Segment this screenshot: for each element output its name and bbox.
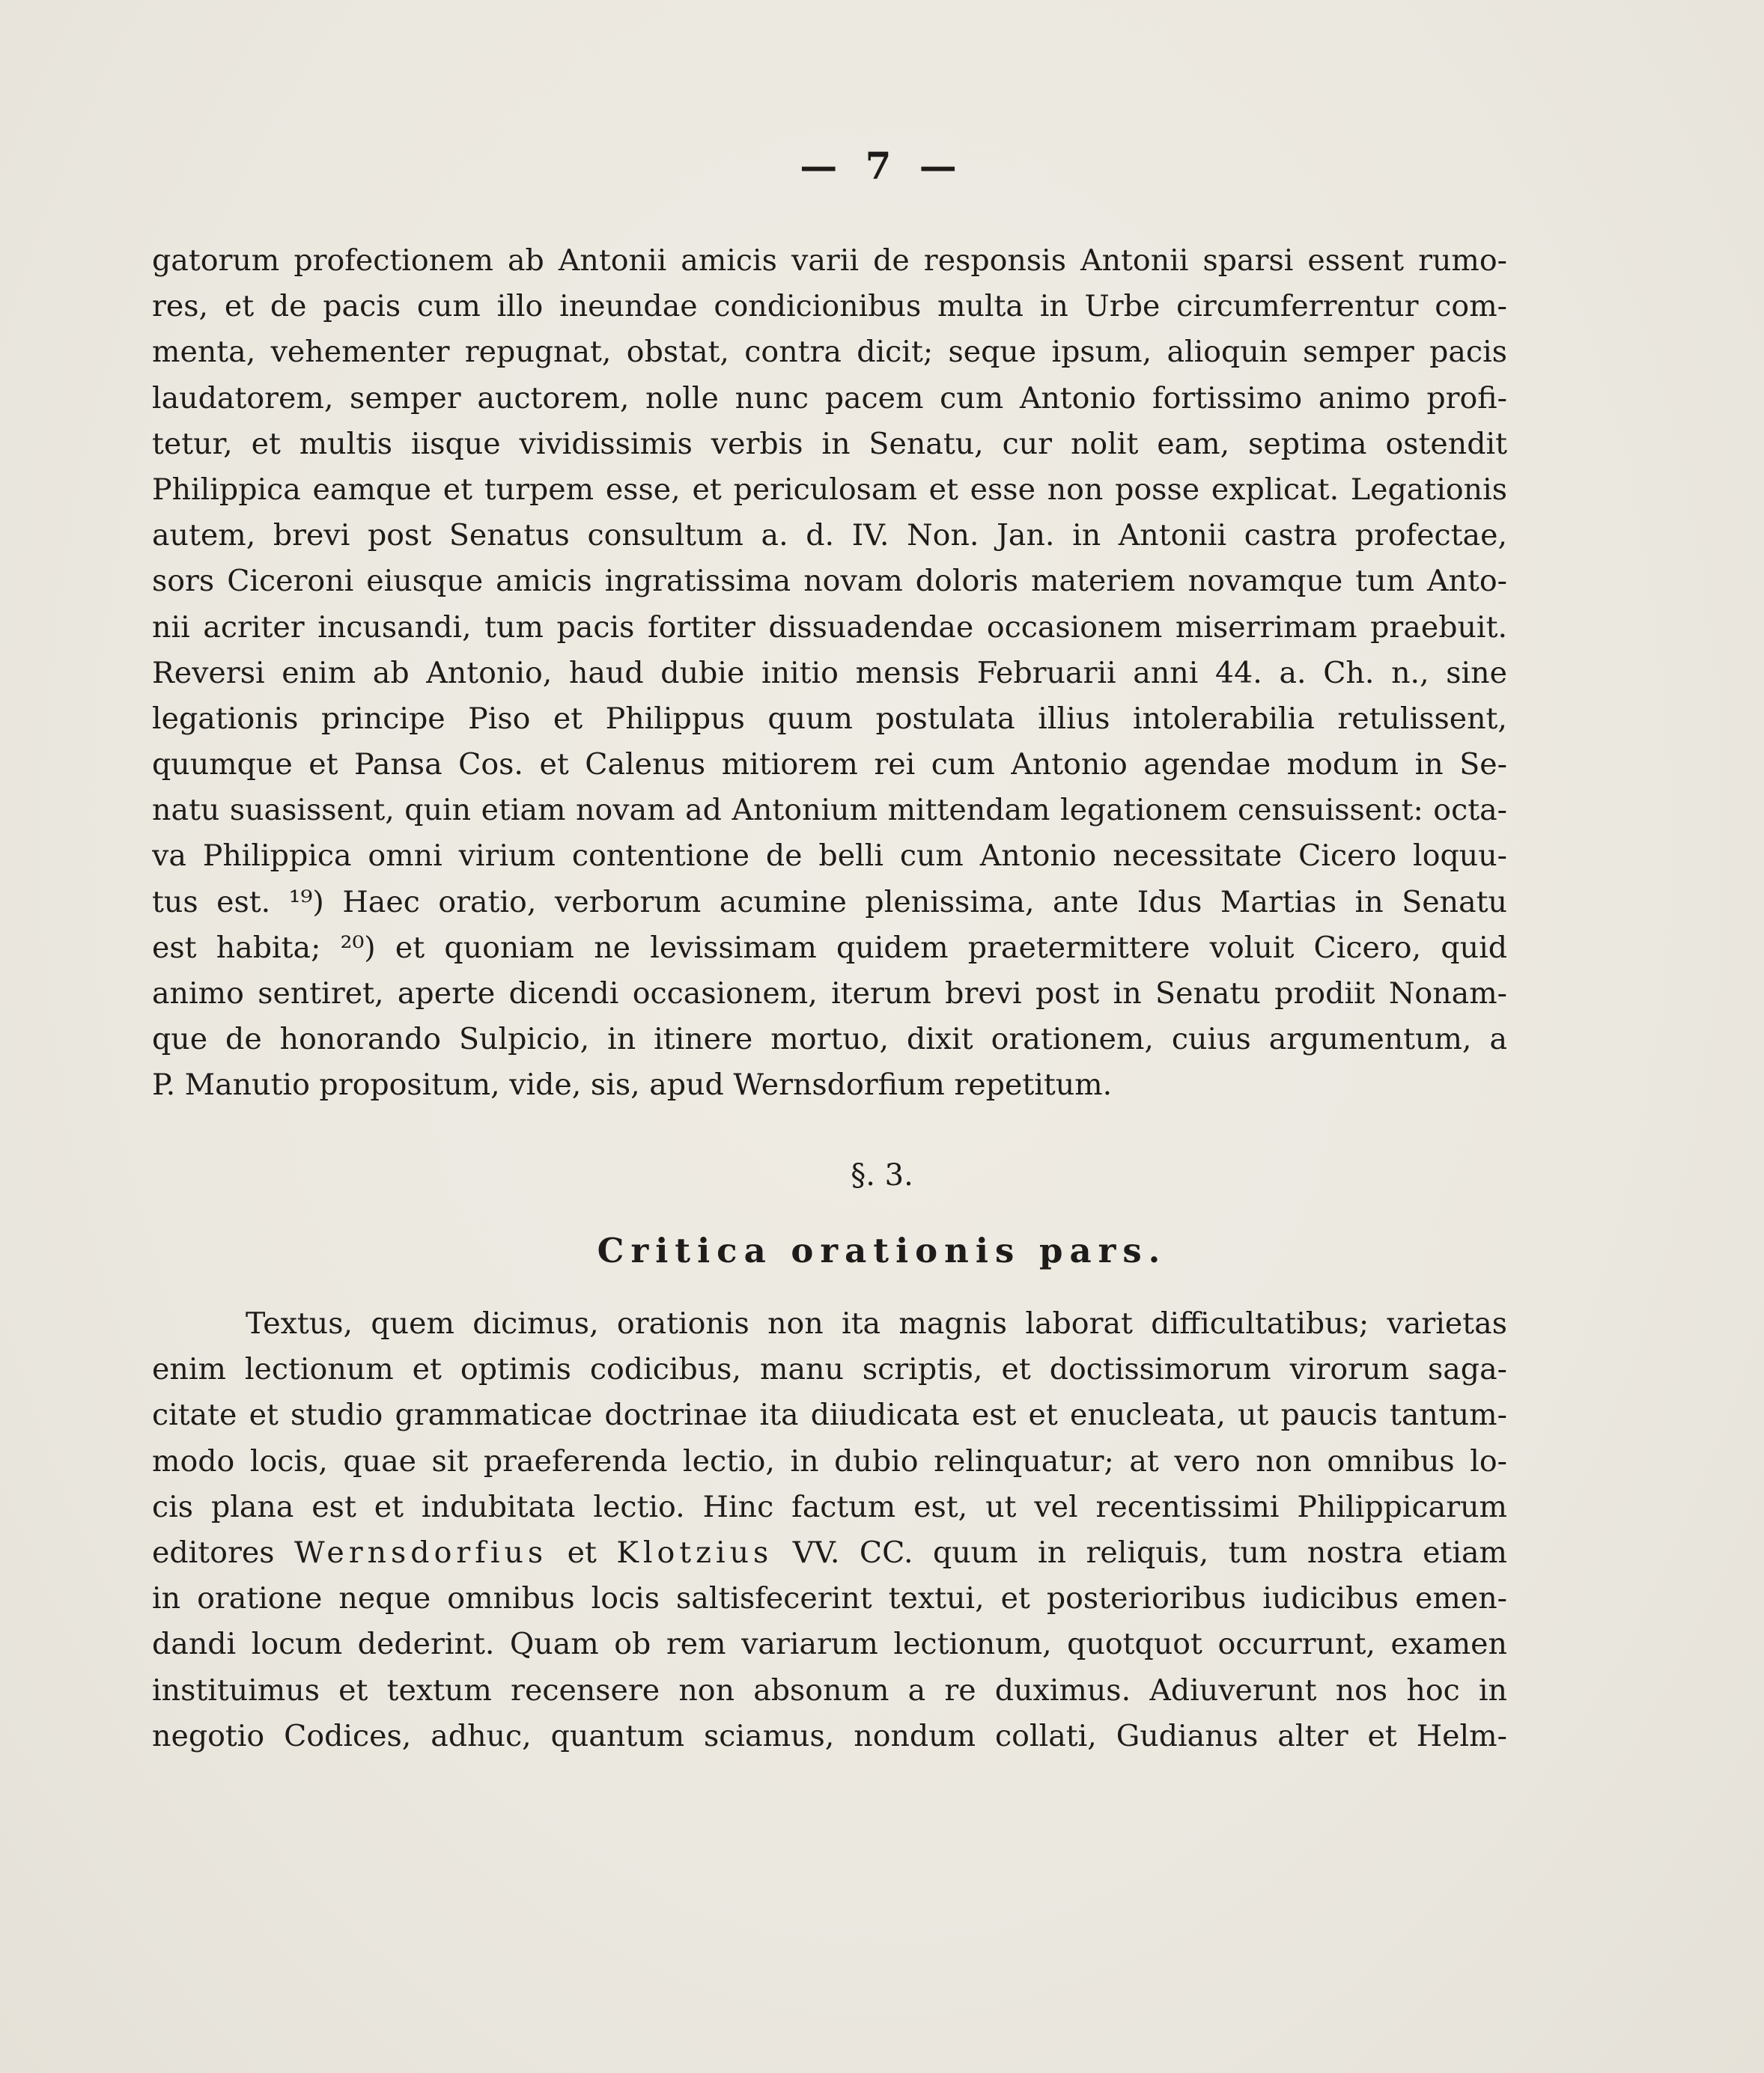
text-line: gatorum profectionem ab Antonii amicis varii de responsis Antonii sparsi essent rumo- (152, 243, 1507, 278)
text-line: tus est. ¹⁹) Haec oratio, verborum acumine plenissima, ante Idus Martias in Senatu (152, 884, 1507, 919)
text-line: que de honorando Sulpicio, in itinere mortuo, dixit orationem, cuius argumentum, a (152, 1022, 1507, 1057)
text-line: enim lectionum et optimis codicibus, manu scriptis, et doctissimorum virorum saga- (152, 1352, 1507, 1387)
section-title: Critica orationis pars. (597, 1231, 1167, 1270)
text-span: editores (152, 1535, 275, 1570)
text-line: est habita; ²⁰) et quoniam ne levissimam quidem praetermittere voluit Cicero, quid (152, 930, 1507, 965)
text-line: cis plana est et indubitata lectio. Hinc factum est, ut vel recentissimi Philippicarum (152, 1489, 1507, 1524)
text-line: laudatorem, semper auctorem, nolle nunc pacem cum Antonio fortissimo animo profi- (152, 380, 1507, 415)
author-name-klotzius: Klotzius (616, 1535, 773, 1570)
text-span: et (567, 1535, 597, 1570)
text-line: negotio Codices, adhuc, quantum sciamus, nondum collati, Gudianus alter et Helm- (152, 1718, 1507, 1753)
paragraph-continued (152, 238, 1507, 1109)
text-line: modo locis, quae sit praeferenda lectio, in dubio relinquatur; at vero non omnibus lo- (152, 1443, 1507, 1479)
text-line: natu suasissent, quin etiam novam ad Antonium mittendam legationem censuissent: octa- (152, 793, 1507, 828)
page-number: — 7 — (800, 144, 964, 188)
section-number: §. 3. (851, 1158, 913, 1193)
text-line: tetur, et multis iisque vividissimis verbis in Senatu, cur nolit eam, septima ostendit (152, 426, 1507, 461)
text-line: P. Manutio propositum, vide, sis, apud Wernsdorfium repetitum. (152, 1068, 1113, 1103)
text-line: legationis principe Piso et Philippus quum postulata illius intolerabilia retulissent, (152, 701, 1507, 736)
text-line: animo sentiret, aperte dicendi occasionem, iterum brevi post in Senatu prodiit Nonam- (152, 976, 1507, 1011)
text-line: instituimus et textum recensere non absonum a re duximus. Adiuverunt nos hoc in (152, 1672, 1507, 1708)
author-name-wernsdorfius: Wernsdorfius (294, 1535, 548, 1570)
text-line: in oratione neque omnibus locis saltisfecerint textui, et posterioribus iudicibus emen- (152, 1581, 1507, 1616)
text-line: autem, brevi post Senatus consultum a. d. IV. Non. Jan. in Antonii castra profectae, (152, 518, 1507, 553)
paragraph-critica (152, 1301, 1507, 1759)
text-line: sors Ciceroni eiusque amicis ingratissima novam doloris materiem novamque tum Anto- (152, 564, 1507, 599)
text-line: res, et de pacis cum illo ineundae condicionibus multa in Urbe circumferrentur com- (152, 289, 1507, 324)
text-line: menta, vehementer repugnat, obstat, contra dicit; seque ipsum, alioquin semper pacis (152, 335, 1507, 370)
text-line: Philippica eamque et turpem esse, et periculosam et esse non posse explicat. Legationis (152, 472, 1507, 507)
text-span: VV. CC. quum in reliquis, tum nostra etiam (792, 1535, 1507, 1570)
text-line: Reversi enim ab Antonio, haud dubie initio mensis Februarii anni 44. a. Ch. n., sine (152, 655, 1507, 690)
text-line: va Philippica omni virium contentione de belli cum Antonio necessitate Cicero loquu- (152, 838, 1507, 874)
text-line: dandi locum dederint. Quam ob rem variarum lectionum, quotquot occurrunt, examen (152, 1627, 1507, 1662)
text-line: Textus, quem dicimus, orationis non ita magnis laborat difficultatibus; varietas (246, 1306, 1507, 1341)
text-line: citate et studio grammaticae doctrinae ita diiudicata est et enucleata, ut paucis tantum- (152, 1398, 1507, 1433)
text-line: nii acriter incusandi, tum pacis fortiter dissuadendae occasionem miserrimam praebuit. (152, 609, 1507, 645)
text-line-with-names (152, 1530, 1507, 1576)
text-line: quumque et Pansa Cos. et Calenus mitiorem rei cum Antonio agendae modum in Se- (152, 747, 1507, 782)
